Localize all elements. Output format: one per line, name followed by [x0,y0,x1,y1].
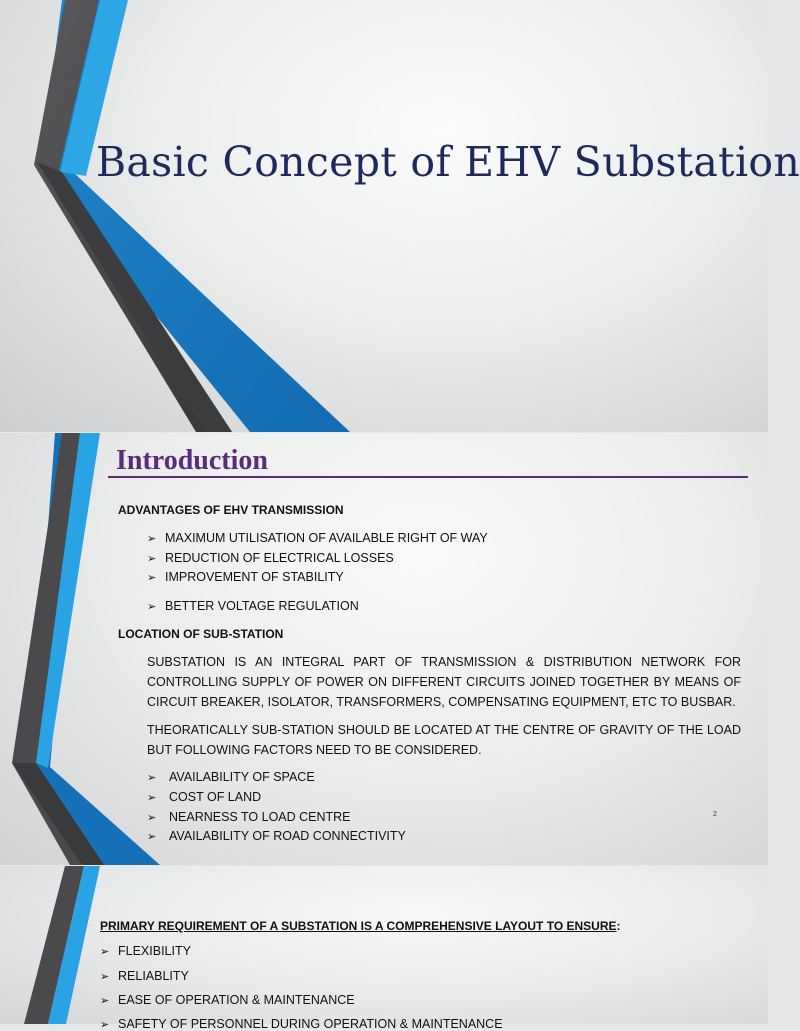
decorative-stripes [0,0,800,432]
arrow-bullet-icon: ➢ [147,830,157,843]
list-item [147,570,344,584]
arrow-bullet-icon: ➢ [100,1018,110,1031]
arrow-bullet-icon: ➢ [147,532,157,545]
arrow-bullet-icon: ➢ [100,970,110,983]
advantage-text: BETTER VOLTAGE REGULATION [165,599,359,613]
advantage-text: REDUCTION OF ELECTRICAL LOSSES [165,551,394,565]
arrow-bullet-icon: ➢ [147,811,157,824]
arrow-bullet-icon: ➢ [100,994,110,1007]
presentation-title: Basic Concept of EHV Substation [96,138,800,186]
requirements-slide [0,866,768,1031]
decorative-stripes [0,433,768,865]
requirements-heading: PRIMARY REQUIREMENT OF A SUBSTATION IS A COMPREHENSIVE LAYOUT TO ENSURE: [100,919,621,933]
factor-text: NEARNESS TO LOAD CENTRE [169,810,351,824]
factor-text: AVAILABILITY OF SPACE [169,770,315,784]
location-heading: LOCATION OF SUB-STATION [118,627,284,641]
list-item [147,790,261,804]
requirement-text: RELIABLITY [118,969,189,983]
list-item [100,993,355,1007]
arrow-bullet-icon: ➢ [147,771,157,784]
list-item [100,944,191,958]
title-slide [0,0,800,432]
factor-text: AVAILABILITY OF ROAD CONNECTIVITY [169,829,406,843]
slide-number: 2 [713,811,717,818]
arrow-bullet-icon: ➢ [147,552,157,565]
list-item [100,969,189,983]
requirement-text: EASE OF OPERATION & MAINTENANCE [118,993,355,1007]
substation-paragraph: SUBSTATION IS AN INTEGRAL PART OF TRANSMISSION & DISTRIBUTION NETWORK FOR CONTROLLING SUPPLY OF POWER ON DIFFERENT CIRCUITS JOINED TOGETHER BY MEANS OF CIRCUIT BREAKER, ISOLATOR, TRANSFORMERS, COMPENSATING EQUIPMENT, ETC TO BUSBAR. [147,655,741,709]
arrow-bullet-icon: ➢ [147,600,157,613]
list-item [147,551,394,565]
arrow-bullet-icon: ➢ [100,945,110,958]
requirement-text: SAFETY OF PERSONNEL DURING OPERATION & MAINTENANCE [118,1017,503,1031]
location-paragraph: THEORATICALLY SUB-STATION SHOULD BE LOCATED AT THE CENTRE OF GRAVITY OF THE LOAD BUT FOLLOWING FACTORS NEED TO BE CONSIDERED. [147,723,741,757]
list-item [147,770,315,784]
title-underline [108,476,748,478]
advantage-text: IMPROVEMENT OF STABILITY [165,570,344,584]
list-item [147,829,406,843]
slide-title: Introduction [116,445,268,476]
requirement-text: FLEXIBILITY [118,944,191,958]
introduction-slide [0,433,768,865]
advantages-heading: ADVANTAGES OF EHV TRANSMISSION [118,503,344,517]
advantage-text: MAXIMUM UTILISATION OF AVAILABLE RIGHT OF WAY [165,531,488,545]
list-item [100,1017,503,1031]
list-item [147,531,488,545]
arrow-bullet-icon: ➢ [147,791,157,804]
arrow-bullet-icon: ➢ [147,571,157,584]
list-item [147,599,359,613]
factor-text: COST OF LAND [169,790,262,804]
list-item [147,810,351,824]
